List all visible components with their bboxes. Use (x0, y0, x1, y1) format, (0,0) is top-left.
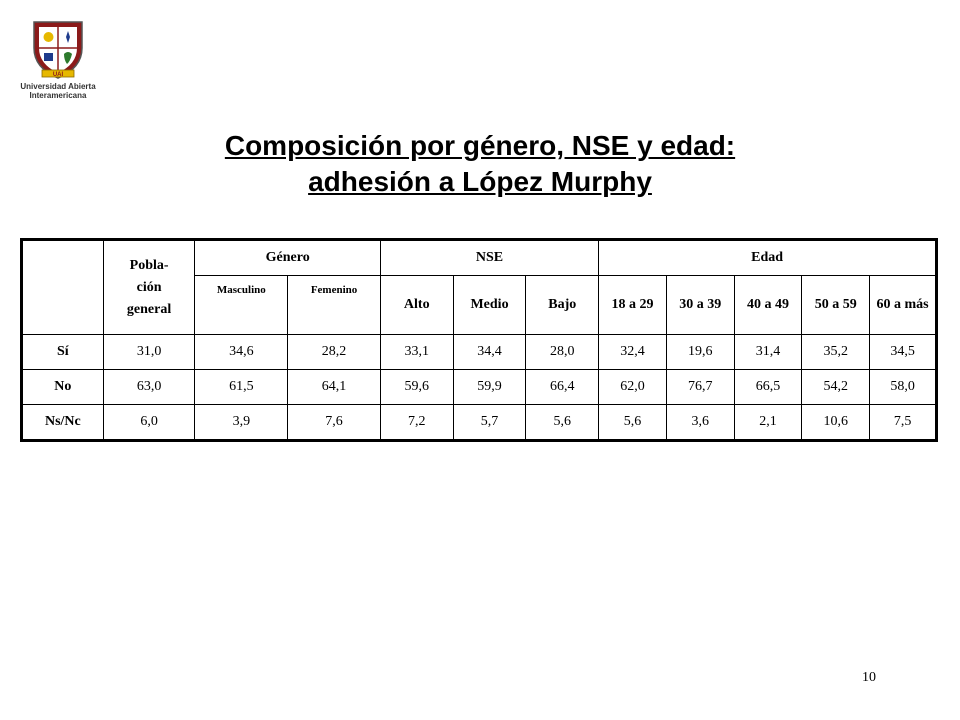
table-cell: 19,6 (666, 335, 734, 370)
logo-line-2: Interamericana (29, 91, 87, 100)
table-cell: 3,9 (195, 405, 288, 441)
table-cell: 58,0 (870, 370, 937, 405)
table-cell: 33,1 (380, 335, 453, 370)
group-header-edad: Edad (599, 240, 937, 276)
table-cell: 7,5 (870, 405, 937, 441)
results-table (20, 238, 938, 442)
table-cell: 7,6 (288, 405, 381, 441)
page-title (0, 128, 960, 200)
logo-line-1: Universidad Abierta (20, 82, 96, 91)
table-cell: 32,4 (599, 335, 667, 370)
table-cell: 61,5 (195, 370, 288, 405)
row-label: No (22, 370, 104, 405)
corner-cell (22, 240, 104, 335)
row-label: Sí (22, 335, 104, 370)
table-cell: 5,6 (526, 405, 599, 441)
title-line-1: Composición por género, NSE y edad: (224, 130, 736, 161)
subheader-femenino: Femenino (288, 276, 381, 335)
subheader-60-mas: 60 a más (870, 276, 937, 335)
table-cell: 64,1 (288, 370, 381, 405)
title-line-2: adhesión a López Murphy (308, 166, 652, 197)
table-cell: 7,2 (380, 405, 453, 441)
subheader-alto: Alto (380, 276, 453, 335)
subheader-18-29: 18 a 29 (599, 276, 667, 335)
subheader-bajo: Bajo (526, 276, 599, 335)
table-cell: 31,4 (734, 335, 802, 370)
table-cell: 59,9 (453, 370, 526, 405)
table-cell: 59,6 (380, 370, 453, 405)
table-cell: 62,0 (599, 370, 667, 405)
subheader-30-39: 30 a 39 (666, 276, 734, 335)
shield-emblem-icon (30, 18, 86, 80)
table-row (22, 405, 937, 441)
table-row (22, 335, 937, 370)
table-cell: 10,6 (802, 405, 870, 441)
table-cell: 28,0 (526, 335, 599, 370)
subheader-50-59: 50 a 59 (802, 276, 870, 335)
table-cell: 3,6 (666, 405, 734, 441)
subheader-40-49: 40 a 49 (734, 276, 802, 335)
group-header-nse: NSE (380, 240, 598, 276)
table-cell: 5,6 (599, 405, 667, 441)
table-cell: 63,0 (103, 370, 195, 405)
table-cell: 54,2 (802, 370, 870, 405)
table-cell: 35,2 (802, 335, 870, 370)
table-cell: 31,0 (103, 335, 195, 370)
row-label: Ns/Nc (22, 405, 104, 441)
table-cell: 34,5 (870, 335, 937, 370)
group-header-genero: Género (195, 240, 380, 276)
table-body (22, 335, 937, 441)
table-cell: 66,5 (734, 370, 802, 405)
page-number: 10 (862, 670, 876, 685)
poblacion-general-header: Pobla- ción general (103, 240, 195, 335)
table-cell: 28,2 (288, 335, 381, 370)
table-cell: 34,6 (195, 335, 288, 370)
header-row-groups (22, 240, 937, 276)
table-cell: 76,7 (666, 370, 734, 405)
subheader-medio: Medio (453, 276, 526, 335)
logo-banner-text: UAI (52, 72, 64, 78)
table-cell: 34,4 (453, 335, 526, 370)
table-cell: 6,0 (103, 405, 195, 441)
table-row (22, 370, 937, 405)
university-logo (18, 18, 98, 108)
table-cell: 2,1 (734, 405, 802, 441)
table-cell: 5,7 (453, 405, 526, 441)
subheader-masculino: Masculino (195, 276, 288, 335)
table-cell: 66,4 (526, 370, 599, 405)
